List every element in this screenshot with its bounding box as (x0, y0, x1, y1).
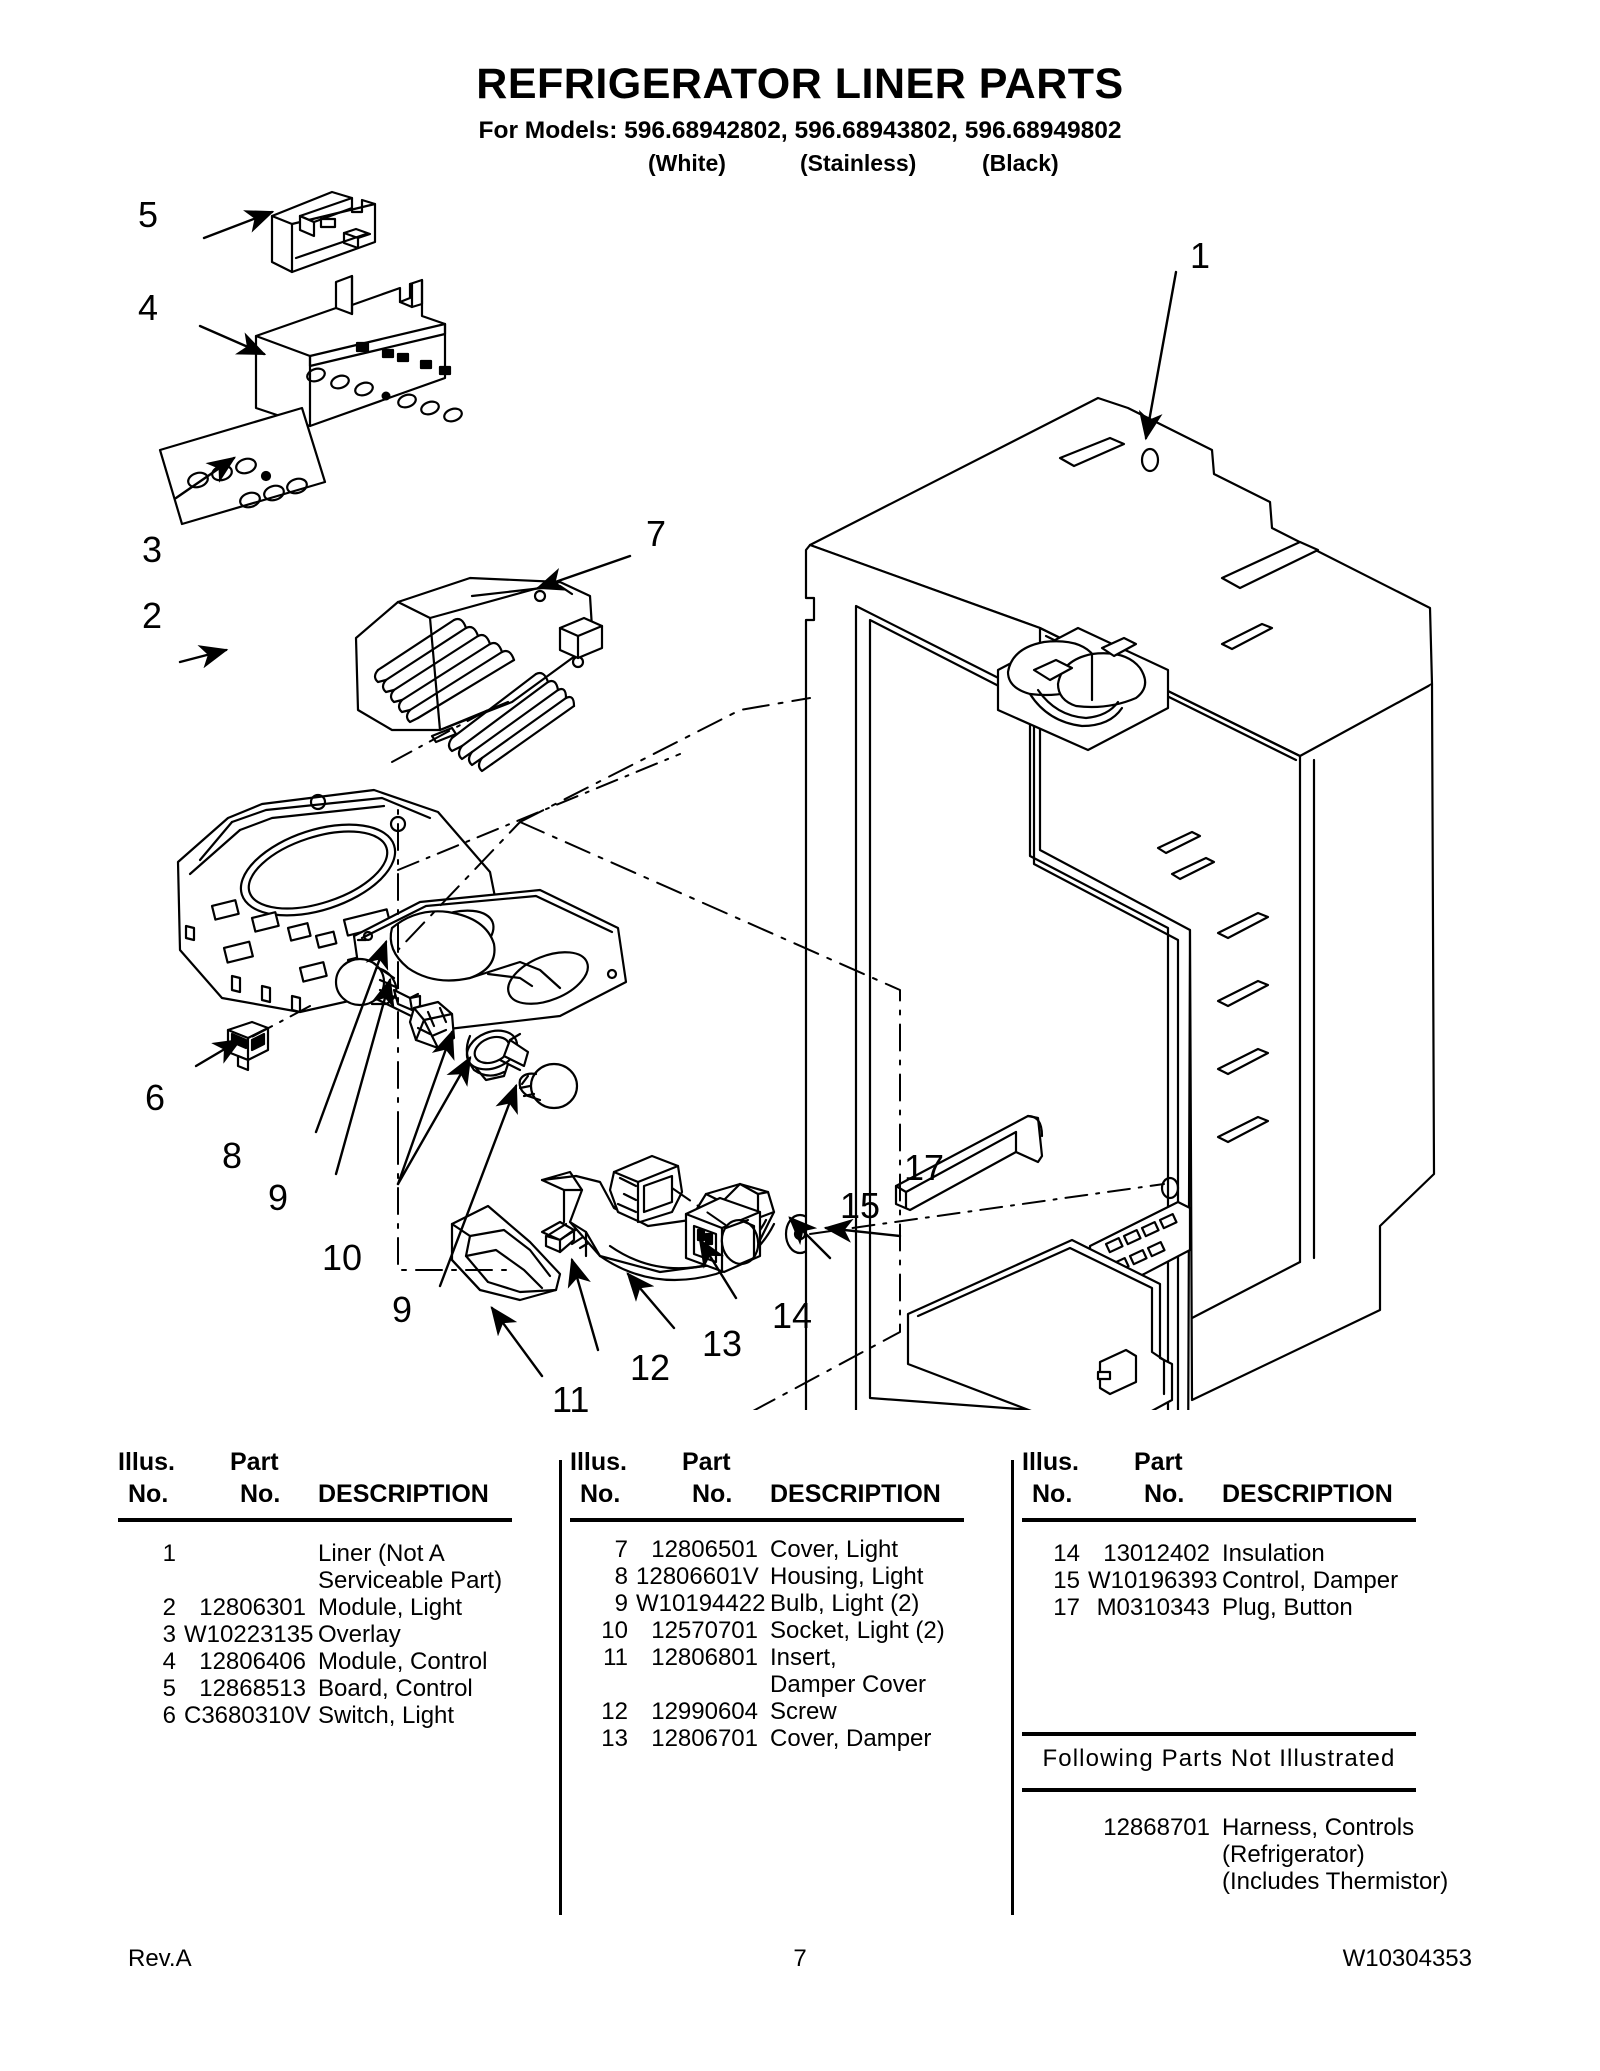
table-row (118, 1702, 538, 1729)
header-description: DESCRIPTION (1222, 1480, 1393, 1508)
row-description: Cover, Damper (770, 1725, 932, 1752)
header-description: DESCRIPTION (318, 1480, 489, 1508)
color-label-black: (Black) (982, 150, 1059, 177)
row-illus-no: 12 (601, 1698, 628, 1725)
table-row (570, 1617, 990, 1644)
part-9-bulb-b (520, 1064, 577, 1108)
revision-label: Rev.A (128, 1945, 192, 1972)
table-row-continuation (570, 1671, 990, 1698)
row-illus-no: 15 (1053, 1567, 1080, 1594)
part-14-insulation (610, 1156, 682, 1222)
header-rule-1 (118, 1518, 512, 1522)
table-row (1022, 1594, 1442, 1621)
row-part-no: 12806301 (199, 1594, 306, 1621)
part-5-control-board (272, 192, 375, 272)
callout-label-5: 5 (138, 194, 159, 235)
row-illus-no: 6 (162, 1702, 176, 1729)
row-illus-no: 7 (614, 1536, 628, 1563)
parts-column-1 (118, 1448, 538, 1928)
page-number: 7 (793, 1945, 807, 1972)
row-description-line2: Serviceable Part) (318, 1567, 503, 1594)
column-1-header (118, 1448, 538, 1520)
row-illus-no: 17 (1053, 1594, 1080, 1621)
table-row (118, 1540, 538, 1567)
not-illustrated-rule-top (1022, 1732, 1416, 1736)
table-row (570, 1563, 990, 1590)
header-illus-no: No. (1032, 1480, 1073, 1508)
diagram-svg (0, 150, 1600, 1410)
callout-label-4: 4 (138, 287, 159, 328)
table-row (1022, 1814, 1442, 1841)
row-description: Insert, (770, 1644, 837, 1671)
header-illus-no: No. (128, 1480, 169, 1508)
table-row (570, 1590, 990, 1617)
callout-label-3: 3 (142, 529, 163, 570)
part-15-damper-control (686, 1198, 762, 1272)
row-description: Module, Control (318, 1648, 488, 1675)
table-row (1022, 1567, 1442, 1594)
row-illus-no: 11 (603, 1644, 628, 1671)
row-illus-no: 3 (162, 1621, 176, 1648)
row-part-no: 12806406 (199, 1648, 306, 1675)
row-part-no: 12570701 (651, 1617, 758, 1644)
table-row (118, 1675, 538, 1702)
row-description: Module, Light (318, 1594, 463, 1621)
part-11-damper-cover-insert (452, 1206, 560, 1300)
header-part: Part (682, 1448, 731, 1476)
callout-label-1: 1 (1190, 235, 1211, 276)
row-description-line3: (Includes Thermistor) (1222, 1868, 1449, 1895)
row-illus-no: 5 (162, 1675, 176, 1702)
callout-label-8: 8 (222, 1135, 243, 1176)
not-illustrated-heading: Following Parts Not Illustrated (1042, 1745, 1396, 1772)
color-label-stainless: (Stainless) (800, 150, 917, 177)
header-description: DESCRIPTION (770, 1480, 941, 1508)
row-illus-no: 14 (1053, 1540, 1080, 1567)
not-illustrated-rows (1022, 1814, 1449, 1895)
table-row (1022, 1540, 1442, 1567)
row-description-line2: Damper Cover (770, 1671, 927, 1698)
table-row-continuation (118, 1567, 538, 1594)
row-part-no: W10196393 (1088, 1567, 1218, 1594)
row-illus-no: 13 (601, 1725, 628, 1752)
column-divider-2 (1011, 1460, 1014, 1915)
models-line: For Models: 596.68942802, 596.68943802, 596.68949802 (478, 117, 1122, 145)
row-description: Harness, Controls (1222, 1814, 1415, 1841)
row-part-no: 12806701 (651, 1725, 758, 1752)
parts-column-3 (1022, 1448, 1449, 1928)
parts-column-2 (570, 1448, 990, 1928)
color-label-white: (White) (648, 150, 726, 177)
row-part-no: 12806601V (636, 1563, 759, 1590)
row-illus-no: 10 (601, 1617, 628, 1644)
callout-label-12: 12 (630, 1347, 671, 1388)
table-row (570, 1698, 990, 1725)
row-part-no: 12806801 (651, 1644, 758, 1671)
header-rule-2 (570, 1518, 964, 1522)
part-3-overlay (160, 408, 325, 524)
row-illus-no: 2 (162, 1594, 176, 1621)
row-illus-no: 4 (162, 1648, 176, 1675)
header-illus: Illus. (1022, 1448, 1079, 1476)
parts-list-table (0, 1448, 1600, 1928)
row-part-no: 12990604 (651, 1698, 758, 1725)
row-part-no: 12868513 (199, 1675, 306, 1702)
callout-label-11: 11 (552, 1379, 590, 1420)
column-1-rows (118, 1540, 538, 1729)
row-description: Insulation (1222, 1540, 1325, 1567)
row-description: Overlay (318, 1621, 401, 1648)
callout-label-2: 2 (142, 595, 163, 636)
column-2-header (570, 1448, 990, 1520)
part-6-light-switch (228, 1022, 268, 1070)
callout-label-14: 14 (772, 1295, 813, 1336)
row-part-no: 13012402 (1103, 1540, 1210, 1567)
callout-label-6: 6 (145, 1077, 166, 1118)
callout-label-9b: 9 (392, 1289, 413, 1330)
header-illus-no: No. (580, 1480, 621, 1508)
table-row (570, 1725, 990, 1752)
row-description: Screw (770, 1698, 837, 1725)
row-description: Housing, Light (770, 1563, 924, 1590)
table-row (570, 1536, 990, 1563)
row-part-no: W10223135 (184, 1621, 314, 1648)
header-part-no: No. (240, 1480, 281, 1508)
callout-label-17: 17 (904, 1147, 945, 1188)
callout-label-10: 10 (322, 1237, 363, 1278)
header-part-no: No. (1144, 1480, 1185, 1508)
row-description: Cover, Light (770, 1536, 899, 1563)
row-part-no: M0310343 (1096, 1594, 1210, 1621)
header-part-no: No. (692, 1480, 733, 1508)
document-number: W10304353 (1342, 1945, 1472, 1972)
callout-label-7: 7 (646, 513, 667, 554)
row-description: Bulb, Light (2) (770, 1590, 920, 1617)
row-part-no: 12868701 (1103, 1814, 1210, 1841)
table-row (118, 1594, 538, 1621)
row-description: Plug, Button (1222, 1594, 1353, 1621)
column-2-rows (570, 1536, 990, 1752)
column-3-header (1022, 1448, 1442, 1520)
row-description: Switch, Light (318, 1702, 455, 1729)
not-illustrated-rule-bottom (1022, 1788, 1416, 1792)
header-illus: Illus. (118, 1448, 175, 1476)
callout-label-9a: 9 (268, 1177, 289, 1218)
header-rule-3 (1022, 1518, 1416, 1522)
exploded-parts-diagram (0, 150, 1600, 1420)
row-description: Socket, Light (2) (770, 1617, 945, 1644)
table-row (118, 1621, 538, 1648)
table-row-continuation (1022, 1868, 1449, 1895)
row-illus-no: 9 (614, 1590, 628, 1617)
part-10-socket-a (410, 1002, 454, 1048)
row-illus-no: 1 (162, 1540, 176, 1567)
row-description: Board, Control (318, 1675, 473, 1702)
part-4-control-module (256, 276, 463, 426)
row-illus-no: 8 (614, 1563, 628, 1590)
row-description: Control, Damper (1222, 1567, 1399, 1594)
row-part-no: 12806501 (651, 1536, 758, 1563)
row-part-no: W10194422 (636, 1590, 766, 1617)
header-illus: Illus. (570, 1448, 627, 1476)
callout-label-13: 13 (702, 1323, 743, 1364)
callout-label-15: 15 (840, 1185, 881, 1226)
header-part: Part (1134, 1448, 1183, 1476)
part-1-liner-cabinet (806, 398, 1434, 1410)
row-description-line2: (Refrigerator) (1222, 1841, 1365, 1868)
column-3-rows (1022, 1540, 1442, 1621)
row-description: Liner (Not A (318, 1540, 445, 1567)
table-row-continuation (1022, 1841, 1442, 1868)
table-row (118, 1648, 538, 1675)
page-title: REFRIGERATOR LINER PARTS (476, 60, 1124, 108)
header-part: Part (230, 1448, 279, 1476)
part-7-light-cover (356, 578, 602, 771)
row-part-no: C3680310V (184, 1702, 311, 1729)
column-divider-1 (559, 1460, 562, 1915)
part-10-socket-b (461, 1024, 528, 1080)
page-footer (0, 1945, 1600, 1995)
table-row (570, 1644, 990, 1671)
